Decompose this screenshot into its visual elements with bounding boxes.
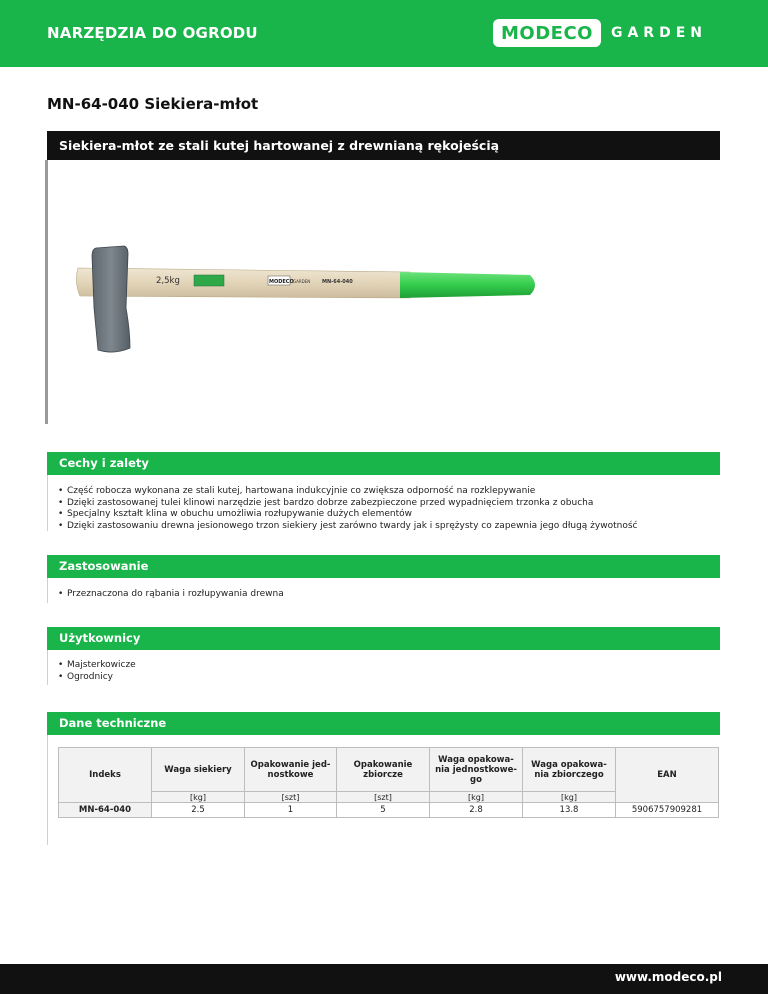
cell-bulk-pack-weight: 13.8 [523, 803, 616, 818]
unit-unit-pack-weight: [kg] [430, 792, 523, 803]
cell-bulk-pack: 5 [337, 803, 430, 818]
col-unit-pack-header: Opakowanie jed- nostkowe [245, 748, 337, 792]
tech-side-line [47, 735, 48, 845]
features-heading: Cechy i zalety [59, 456, 149, 470]
cell-ean: 5906757909281 [616, 803, 719, 818]
unit-weight: [kg] [152, 792, 245, 803]
col-ean-header: EAN [616, 748, 719, 803]
tech-heading: Dane techniczne [59, 716, 167, 730]
tech-heading-bar [47, 712, 720, 735]
header-bar [0, 0, 768, 67]
features-heading-bar [47, 452, 720, 475]
product-title: MN-64-040 Siekiera-młot [47, 95, 259, 113]
logo-sub-text: GARDEN [610, 25, 707, 41]
subtitle-bar [47, 131, 720, 160]
brand-logo [493, 18, 707, 48]
col-bulk-pack-header: Opakowanie zbiorcze [337, 748, 430, 792]
axe-head [92, 246, 130, 352]
list-item: • Dzięki zastosowanej tulei klinowi narzędzie jest bardzo dobrze zabezpieczone przed wypadnięciem trzonka z obucha [58, 498, 637, 510]
features-side-line [47, 475, 48, 531]
users-list [58, 660, 136, 683]
subtitle-text: Siekiera-młot ze stali kutej hartowanej z drewnianą rękojeścią [59, 138, 500, 153]
header-title: NARZĘDZIA DO OGRODU [47, 24, 258, 42]
users-heading-bar [47, 627, 720, 650]
logo-brand-text: MODECO [493, 19, 601, 47]
col-unit-pack-weight-header: Waga opakowa- nia jednostkowe- go [430, 748, 523, 792]
table-row [59, 803, 719, 818]
cell-weight: 2.5 [152, 803, 245, 818]
handle-label-sticker [194, 275, 224, 286]
unit-bulk-pack: [szt] [337, 792, 430, 803]
cell-unit-pack: 1 [245, 803, 337, 818]
col-index-header: Indeks [59, 748, 152, 803]
handle-grip [400, 272, 535, 298]
users-heading: Użytkownicy [59, 631, 141, 645]
users-side-line [47, 650, 48, 685]
handle-code: MN-64-040 [322, 279, 353, 285]
col-bulk-pack-weight-header: Waga opakowa- nia zbiorczego [523, 748, 616, 792]
usage-side-line [47, 578, 48, 603]
image-frame-line [45, 160, 48, 424]
handle-sub: GARDEN [293, 279, 311, 284]
footer-website-link[interactable]: www.modeco.pl [614, 970, 722, 984]
handle-brand: MODECO [269, 279, 294, 285]
usage-list [58, 589, 284, 601]
col-weight-header: Waga siekiery [152, 748, 245, 792]
unit-unit-pack: [szt] [245, 792, 337, 803]
table-header-row [59, 748, 719, 792]
list-item: • Specjalny kształt klina w obuchu umożliwia rozłupywanie dużych elementów [58, 509, 637, 521]
usage-heading-bar [47, 555, 720, 578]
footer-bar [0, 964, 768, 994]
list-item: • Przeznaczona do rąbania i rozłupywania drewna [58, 589, 284, 601]
list-item: • Dzięki zastosowaniu drewna jesionowego trzon siekiery jest zarówno twardy jak i sprężysty co zapewnia jego długą żywotność [58, 521, 637, 533]
features-list [58, 486, 637, 532]
unit-bulk-pack-weight: [kg] [523, 792, 616, 803]
usage-heading: Zastosowanie [59, 559, 149, 573]
cell-unit-pack-weight: 2.8 [430, 803, 523, 818]
axe-hammer-image [70, 238, 545, 358]
tech-table [58, 747, 719, 818]
list-item: • Majsterkowicze [58, 660, 136, 672]
weight-label: 2,5kg [156, 276, 180, 286]
list-item: • Ogrodnicy [58, 672, 136, 684]
cell-index: MN-64-040 [59, 803, 152, 818]
list-item: • Część robocza wykonana ze stali kutej, hartowana indukcyjnie co zwiększa odporność na rozklepywanie [58, 486, 637, 498]
